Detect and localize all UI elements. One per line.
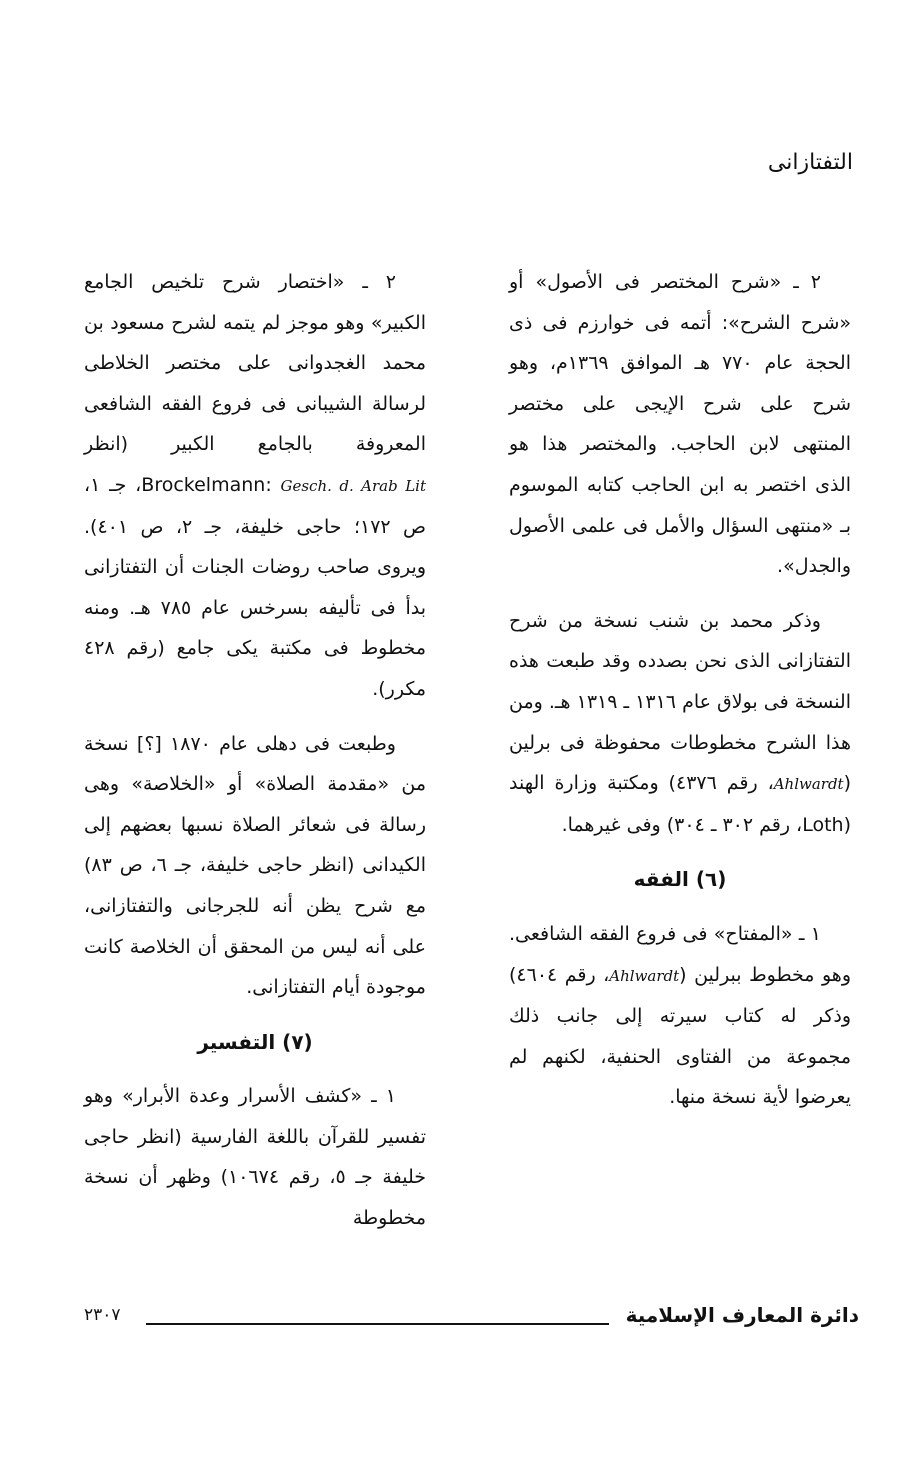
footer-divider — [146, 1323, 609, 1325]
text-run: ١ ـ «المفتاح» فى فروع الفقه الشافعى. وهو مخطوط ببرلين ( — [509, 922, 851, 986]
section-heading-tafsir: (٧) التفسير — [197, 1029, 313, 1054]
footer-title: دائرة المعارف الإسلامية — [625, 1303, 859, 1327]
latin-citation: Ahlwardt — [609, 966, 680, 985]
paragraph-ikhtisar — [84, 262, 426, 710]
paragraph-kashf-al-asrar: ١ ـ «كشف الأسرار وعدة الأبرار» وهو تفسير للقرآن باللغة الفارسية (انظر حاجى خليفة جـ ٥، رقم ١٠٦٧٤) وظهر أن نسخة مخطوطة — [84, 1085, 426, 1230]
text-run: ٢ ـ «اختصار شرح تلخيص الجامع الكبير» وهو موجز لم يتمه لشرح مسعود بن محمد الغجدوانى على مختصر الخلاطى لرسالة الشيبانى فى فروع الفقه الشافعى المعروفة بالجامع الكبير (انظر Brockelmann: — [84, 271, 426, 496]
latin-citation: Gesch. d. Arab Lit — [280, 476, 426, 495]
paragraph-sharh-al-mukhtasar: ٢ ـ «شرح المختصر فى الأصول» أو «شرح الشرح»: أتمه فى خوارزم فى ذى الحجة عام ٧٧٠ هـ الموافق ١٣٦٩م، وهو شرح على شرح الإيجى على مختصر المنتهى لابن الحاجب. والمختصر هذا هو الذى اختصر به ابن الحاجب كتابه الموسوم بـ «منتهى السؤال والأمل فى علمى الأصول والجدل». — [509, 271, 851, 578]
latin-citation: Ahlwardt — [773, 775, 844, 794]
left-column — [84, 262, 426, 1239]
right-column — [509, 262, 851, 1118]
text-run: وذكر محمد بن شنب نسخة من شرح التفتازانى الذى نحن بصدده وقد طبعت هذه النسخة فى بولاق عام ١٣١٦ ـ ١٣١٩ هـ. ومن هذا الشرح مخطوطات محفوظة فى برلين ( — [509, 609, 851, 795]
text-run: ، جـ ١، ص ١٧٢؛ حاجى خليفة، جـ ٢، ص ٤٠١). ويروى صاحب روضات الجنات أن التفتازانى بدأ فى تأليفه بسرخس عام ٧٨٥ هـ. ومنه مخطوط فى مكتبة يكى جامع (رقم ٤٢٨ مكرر). — [84, 473, 426, 700]
section-heading-fiqh: (٦) الفقه — [633, 867, 727, 892]
page-footer — [84, 1303, 859, 1333]
paragraph-manuscripts — [509, 601, 851, 846]
text-run: ، رقم ٤٦٠٤) وذكر له كتاب سيرته إلى جانب ذلك مجموعة من الفتاوى الحنفية، لكنهم لم يعرضوا لأية نسخة منها. — [509, 963, 851, 1109]
text-run: ، رقم ٤٣٧٦) ومكتبة وزارة الهند (Loth، رقم ٣٠٢ ـ ٣٠٤) وفى غيرهما. — [509, 772, 851, 836]
running-title: التفتازانى — [767, 150, 853, 175]
page-number: ٢٣٠٧ — [84, 1305, 121, 1325]
paragraph-miftah — [509, 914, 851, 1118]
paragraph-muqaddimat-al-salat: وطبعت فى دهلى عام ١٨٧٠ [؟] نسخة من «مقدمة الصلاة» أو «الخلاصة» وهى رسالة فى شعائر الصلاة نسبها بعضهم إلى الكيدانى (انظر حاجى خليفة، جـ ٦، ص ٨٣) مع شرح يظن أنه للجرجانى والتفتازانى، على أنه ليس من المحقق أن الخلاصة كانت موجودة أيام التفتازانى. — [84, 732, 426, 999]
